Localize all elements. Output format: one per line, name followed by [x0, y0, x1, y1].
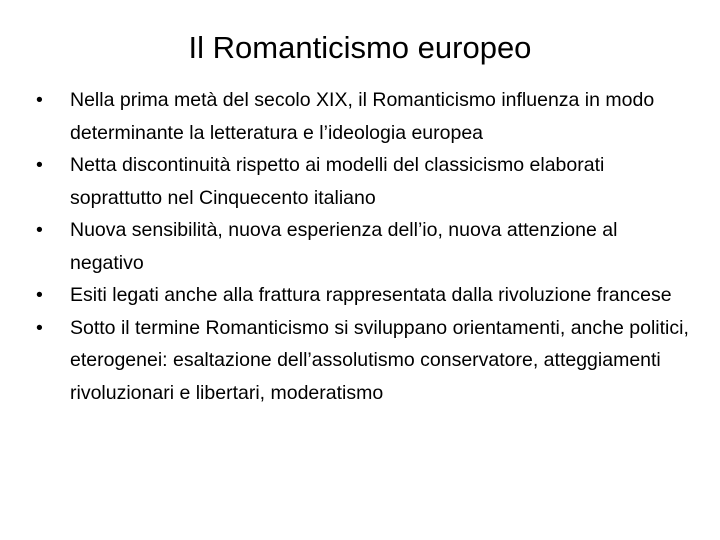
bullet-text: Sotto il termine Romanticismo si sviluppano orientamenti, anche politici, eterogenei: esaltazione dell’assolutismo conservatore, atteggiamenti rivoluzionari e libertari, moderatismo	[70, 316, 689, 404]
bullet-item	[36, 84, 696, 149]
bullet-item	[36, 279, 696, 312]
bullet-text: Nuova sensibilità, nuova esperienza dell’io, nuova attenzione al negativo	[70, 219, 618, 274]
bullet-icon: •	[36, 284, 43, 306]
bullet-list	[36, 84, 696, 409]
bullet-icon: •	[36, 316, 43, 339]
bullet-text: Esiti legati anche alla frattura rappresentata dalla rivoluzione francese	[70, 284, 672, 306]
bullet-icon: •	[36, 89, 43, 111]
bullet-item	[36, 312, 696, 410]
bullet-icon: •	[36, 154, 43, 176]
bullet-text: Nella prima metà del secolo XIX, il Romanticismo influenza in modo determinante la letteratura e l’ideologia europea	[70, 89, 655, 144]
bullet-item	[36, 214, 696, 279]
bullet-item	[36, 149, 696, 214]
bullet-icon: •	[36, 219, 43, 241]
bullet-text: Netta discontinuità rispetto ai modelli del classicismo elaborati soprattutto nel Cinquecento italiano	[70, 154, 605, 209]
slide-title: Il Romanticismo europeo	[188, 30, 532, 65]
